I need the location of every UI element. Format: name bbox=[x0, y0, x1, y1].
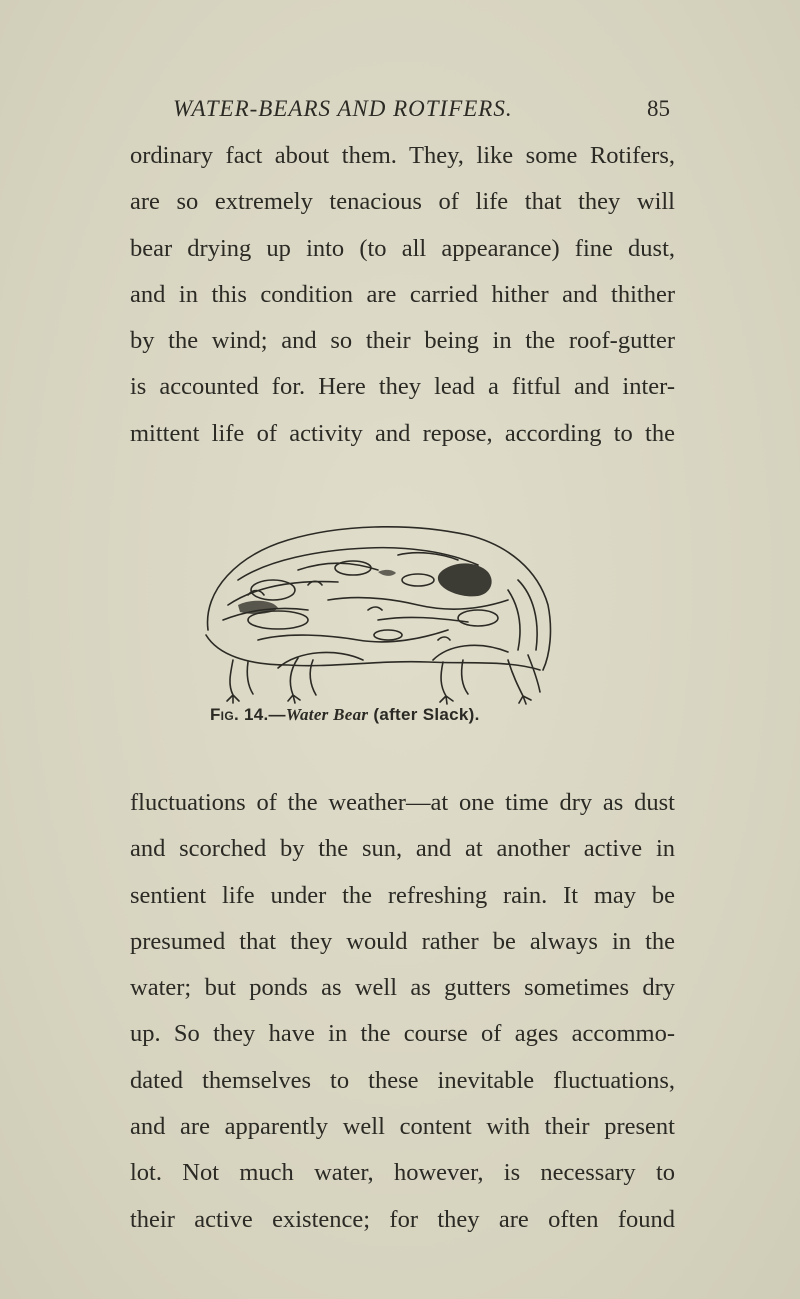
text-line: bear drying up into (to all appearance) fine dust, bbox=[130, 234, 675, 262]
caption-dash: — bbox=[268, 705, 286, 724]
text-line: is accounted for. Here they lead a fitful and inter- bbox=[130, 373, 675, 401]
text-line: by the wind; and so their being in the roof-gutter bbox=[130, 327, 675, 355]
figure-label: Fig. 14. bbox=[210, 705, 269, 724]
text-line: dated themselves to these inevitable fluctuations, bbox=[130, 1066, 675, 1094]
text-line: and in this condition are carried hither and thither bbox=[130, 280, 675, 308]
figure-caption bbox=[210, 705, 590, 725]
running-title: WATER-BEARS AND ROTIFERS. bbox=[173, 96, 513, 121]
water-bear-illustration bbox=[178, 510, 578, 710]
text-line: water; but ponds as well as gutters sometimes dry bbox=[130, 974, 675, 1002]
figure-credit: (after Slack). bbox=[373, 705, 480, 724]
page-header bbox=[130, 96, 670, 136]
figure-title: Water Bear bbox=[285, 705, 369, 724]
text-line: their active existence; for they are often found bbox=[130, 1205, 675, 1233]
text-line: are so extremely tenacious of life that they will bbox=[130, 188, 675, 216]
paragraph-1 bbox=[130, 133, 675, 457]
text-line: up. So they have in the course of ages accommo- bbox=[130, 1020, 675, 1048]
text-line: and scorched by the sun, and at another active in bbox=[130, 835, 675, 863]
text-line: mittent life of activity and repose, according to the bbox=[130, 419, 675, 447]
text-line: ordinary fact about them. They, like some Rotifers, bbox=[130, 142, 675, 169]
text-line: and are apparently well content with their present bbox=[130, 1113, 675, 1141]
text-line: sentient life under the refreshing rain. It may be bbox=[130, 881, 675, 909]
paragraph-2 bbox=[130, 780, 675, 1243]
text-line: fluctuations of the weather—at one time dry as dust bbox=[130, 789, 675, 816]
text-line: presumed that they would rather be always in the bbox=[130, 927, 675, 955]
text-line: lot. Not much water, however, is necessary to bbox=[130, 1159, 675, 1187]
page-number: 85 bbox=[647, 96, 670, 121]
